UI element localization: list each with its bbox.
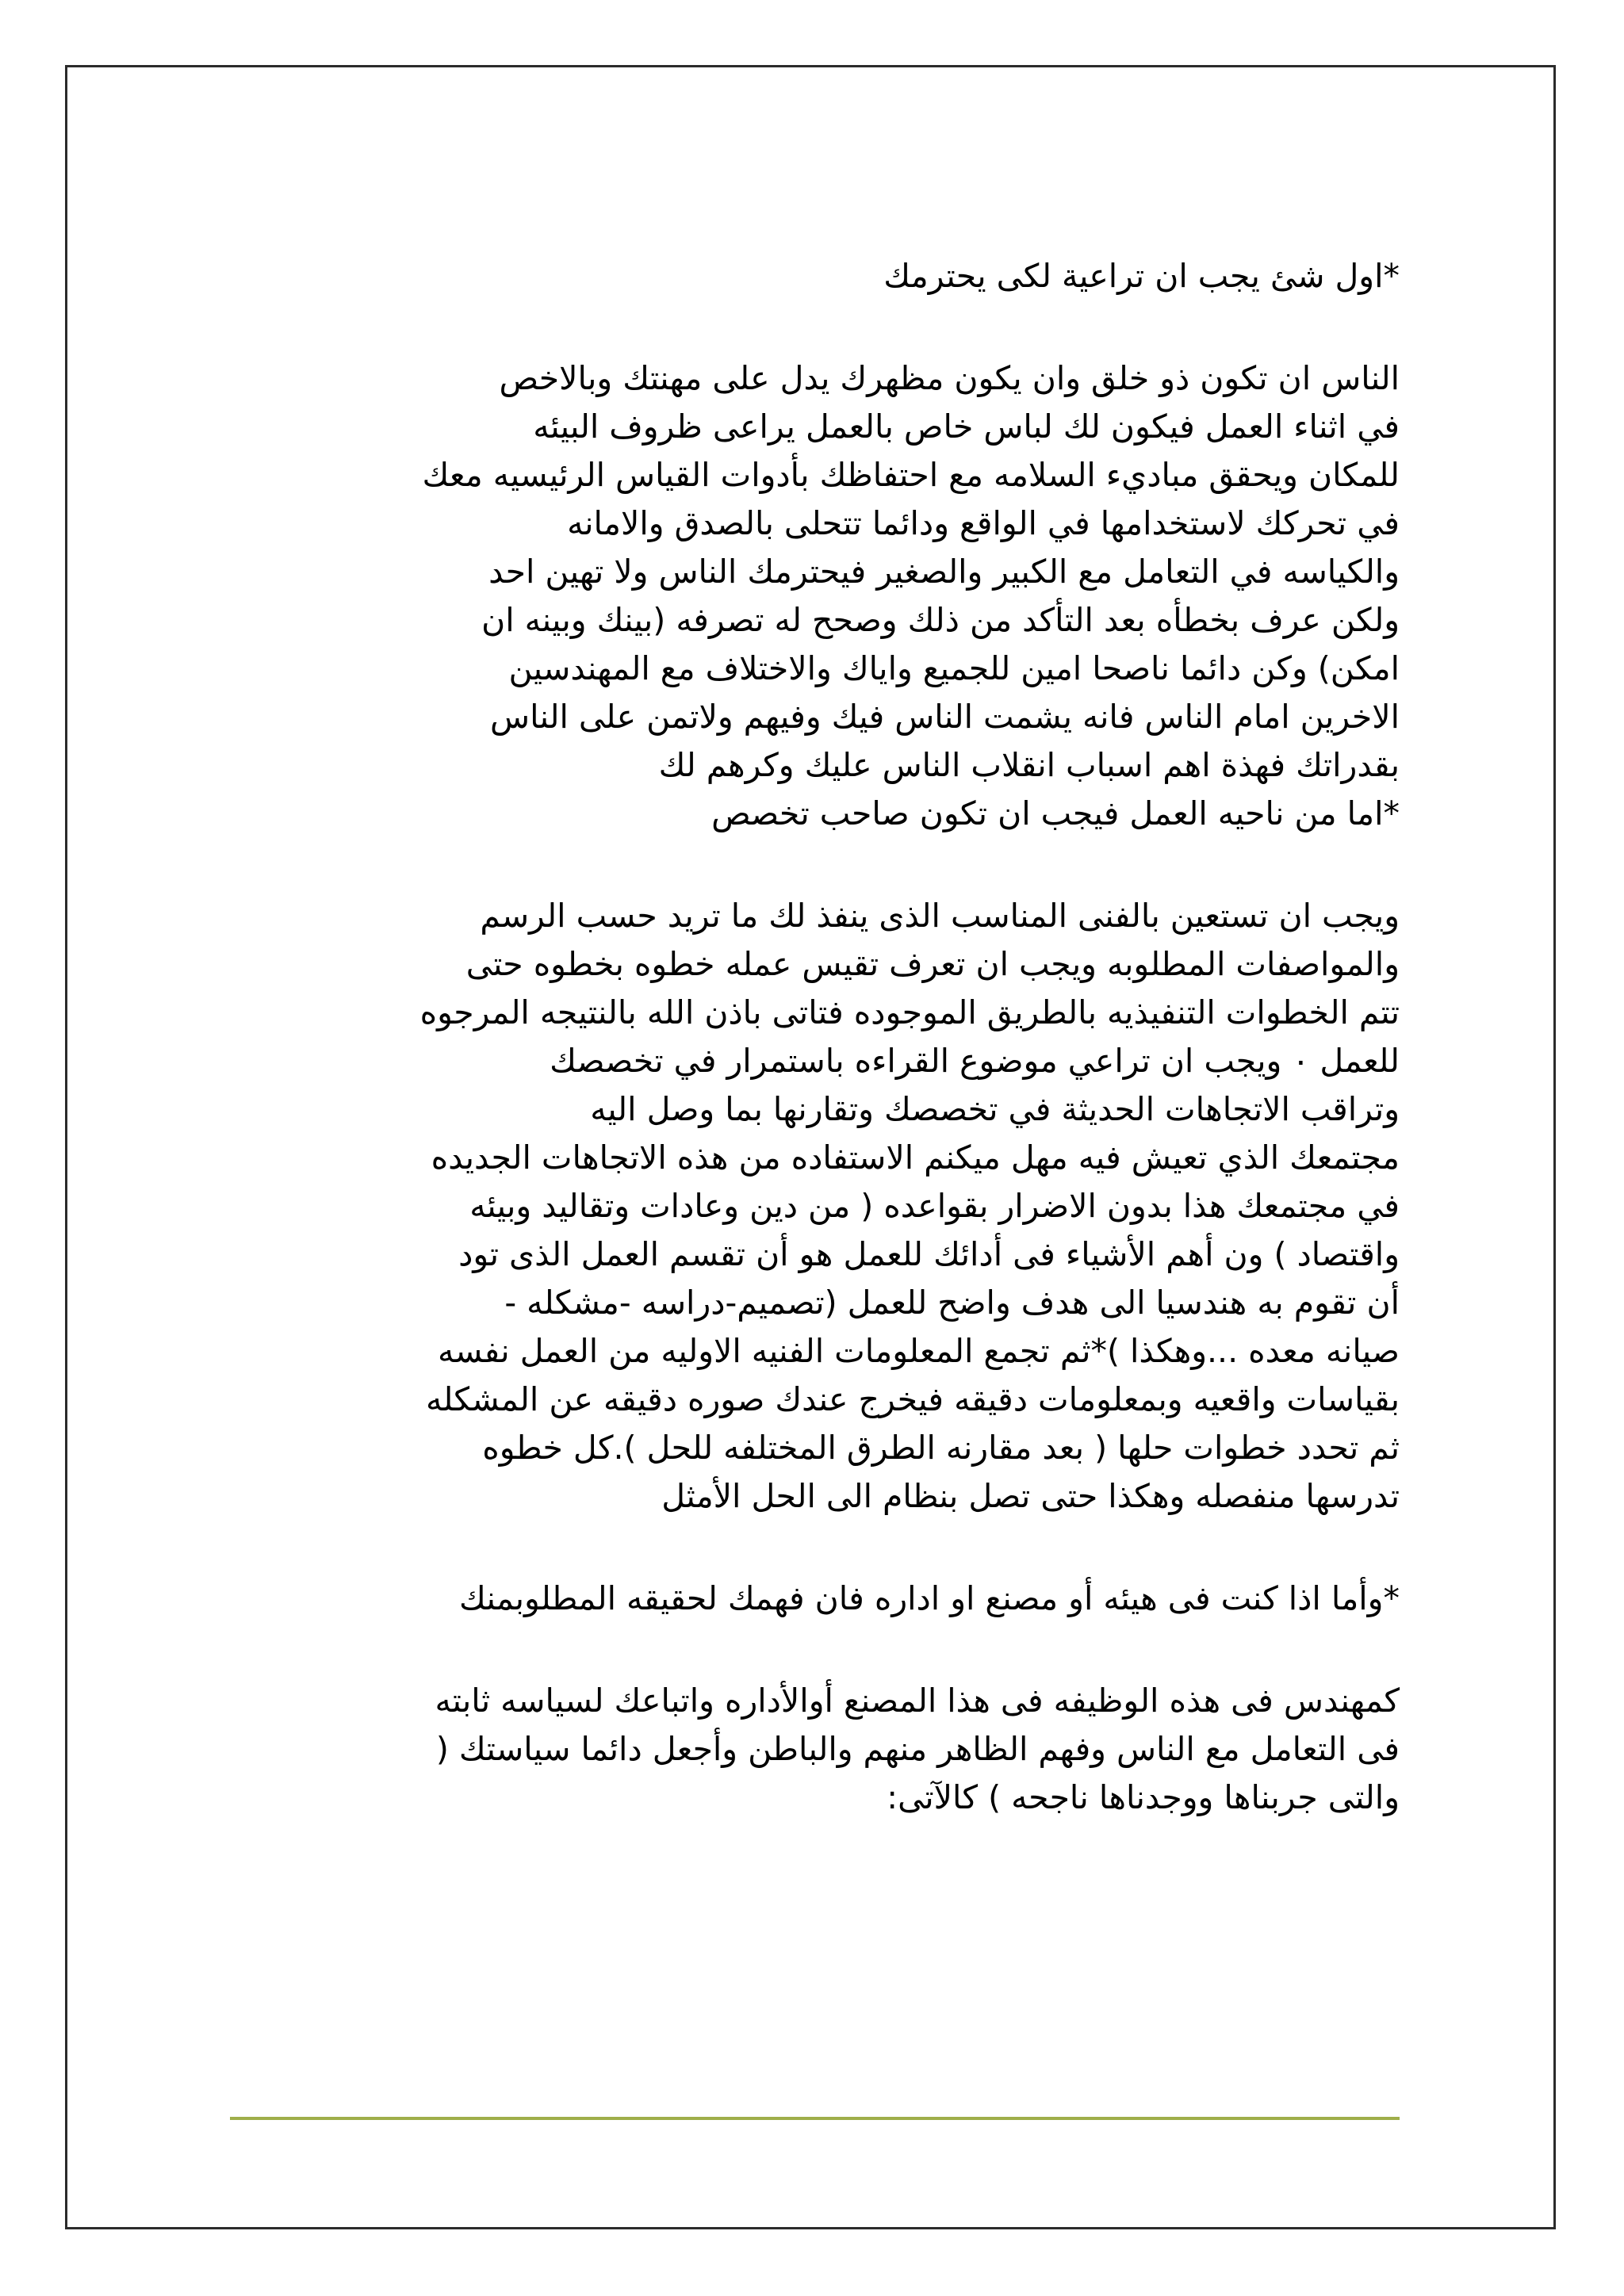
footer-rule xyxy=(230,2117,1400,2120)
text-line: *وأما اذا كنت فى هيئه أو مصنع او اداره فان فهمك لحقيقه المطلوبمنك xyxy=(458,1579,1400,1617)
paragraph-gap xyxy=(270,838,1400,892)
text-line: والمواصفات المطلوبه ويجب ان تعرف تقيس عمله خطوه بخطوه حتى xyxy=(465,945,1400,983)
text-line: ولكن عرف بخطأه بعد التأكد من ذلك وصحح له تصرفه (بينك وبينه ان xyxy=(481,601,1400,639)
heading-organization xyxy=(270,1575,1400,1623)
text-line: للعمل ٠ ويجب ان تراعي موضوع القراءه باستمرار في تخصصك xyxy=(550,1042,1400,1080)
text-line: *اما من ناحيه العمل فيجب ان تكون صاحب تخصص xyxy=(711,794,1400,832)
text-line: صيانه معده ...وهكذا )*ثم تجمع المعلومات الفنيه الاوليه من العمل نفسه xyxy=(437,1332,1400,1370)
paragraph-engineer xyxy=(270,1677,1400,1822)
document-body xyxy=(270,252,1400,1822)
paragraph-gap xyxy=(270,1623,1400,1677)
text-line: فى التعامل مع الناس وفهم الظاهر منهم والباطن وأجعل دائما سياستك ( xyxy=(435,1730,1400,1768)
heading-respect xyxy=(270,252,1400,300)
text-line: بقدراتك فهذة اهم اسباب انقلاب الناس عليك وكرهم لك xyxy=(658,746,1400,784)
paragraph-conduct xyxy=(270,354,1400,838)
paragraph-gap xyxy=(270,300,1400,354)
text-line: في تحركك لاستخدامها في الواقع ودائما تتحلى بالصدق والامانه xyxy=(567,504,1400,542)
text-line: كمهندس فى هذه الوظيفه فى هذا المصنع أوالأداره واتباعك لسياسه ثابته xyxy=(435,1682,1400,1720)
text-line: ثم تحدد خطوات حلها ( بعد مقارنه الطرق المختلفه للحل ).كل خطوه xyxy=(482,1429,1400,1467)
text-line: الاخرين امام الناس فانه يشمت الناس فيك وفيهم ولاتمن على الناس xyxy=(490,698,1400,736)
text-line: بقياسات واقعيه وبمعلومات دقيقه فيخرج عندك صوره دقيقه عن المشكله xyxy=(425,1380,1400,1418)
paragraph-gap xyxy=(270,1521,1400,1575)
text-line: الناس ان تكون ذو خلق وان يكون مظهرك يدل على مهنتك وبالاخص xyxy=(499,359,1400,397)
text-line: للمكان ويحقق مباديء السلامه مع احتفاظك بأدوات القياس الرئيسيه معك xyxy=(422,456,1400,494)
text-line: والكياسه في التعامل مع الكبير والصغير فيحترمك الناس ولا تهين احد xyxy=(488,553,1400,591)
text-line: مجتمعك الذي تعيش فيه مهل ميكنم الاستفاده من هذه الاتجاهات الجديده xyxy=(431,1138,1400,1177)
text-line: *اول شئ يجب ان تراعية لكى يحترمك xyxy=(883,257,1400,295)
text-line: واقتصاد ) ون أهم الأشياء فى أدائك للعمل هو أن تقسم العمل الذى تود xyxy=(458,1235,1400,1273)
paragraph-work xyxy=(270,892,1400,1521)
text-line: ويجب ان تستعين بالفنى المناسب الذى ينفذ لك ما تريد حسب الرسم xyxy=(480,897,1400,935)
text-line: تدرسها منفصله وهكذا حتى تصل بنظام الى الحل الأمثل xyxy=(661,1477,1400,1515)
text-line: أن تقوم به هندسيا الى هدف واضح للعمل (تصميم-دراسه -مشكله - xyxy=(504,1284,1400,1322)
text-line: في مجتمعك هذا بدون الاضرار بقواعده ( من دين وعادات وتقاليد وبيئه xyxy=(469,1187,1400,1225)
text-line: في اثناء العمل فيكون لك لباس خاص بالعمل يراعى ظروف البيئه xyxy=(533,408,1400,446)
text-line: امكن) وكن دائما ناصحا امين للجميع واياك والاختلاف مع المهندسين xyxy=(508,649,1400,687)
text-line: وتراقب الاتجاهات الحديثة في تخصصك وتقارنها بما وصل اليه xyxy=(590,1090,1400,1128)
text-line: تتم الخطوات التنفيذيه بالطريق الموجوده فتاتى باذن الله بالنتيجه المرجوه xyxy=(419,993,1400,1031)
text-line: والتى جربناها ووجدناها ناجحه ) كالآتى: xyxy=(887,1778,1400,1816)
